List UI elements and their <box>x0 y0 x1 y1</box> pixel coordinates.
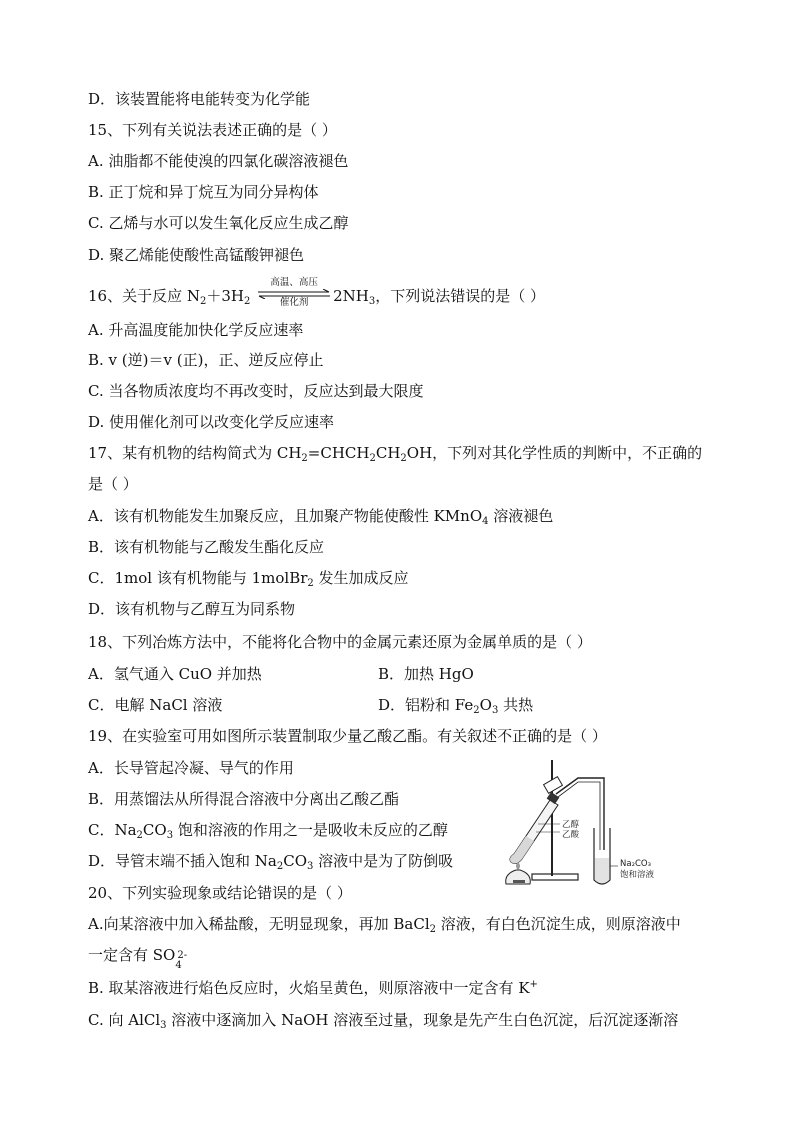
q20-option-c <box>88 1010 678 1030</box>
q17-stem-mid2: CH <box>375 444 401 462</box>
q16-stem-mid2: 2NH <box>333 287 369 305</box>
q17-option-a <box>88 506 553 526</box>
q19-option-c-suffix: 饱和溶液的作用之一是吸收未反应的乙醇 <box>173 821 448 839</box>
q17-option-c-suffix: 发生加成反应 <box>313 569 409 587</box>
q18-option-b: B．加热 HgO <box>378 665 474 683</box>
q20-option-a-suffix: 溶液，有白色沉淀生成，则原溶液中 <box>436 915 681 933</box>
q17-sub: 2 <box>307 578 314 589</box>
q18-option-d <box>378 695 533 715</box>
q20-option-b-text: B. 取某溶液进行焰色反应时，火焰呈黄色，则原溶液中一定含有 K <box>88 979 530 997</box>
q20-option-b <box>88 978 538 998</box>
q17-option-b: B．该有机物能与乙酸发生酯化反应 <box>88 538 325 556</box>
q19-option-b: B．用蒸馏法从所得混合溶液中分离出乙酸乙酯 <box>88 790 400 808</box>
q17-sub: 2 <box>400 453 407 464</box>
q19-sub: 2 <box>276 861 284 872</box>
q14-option-d: D．该装置能将电能转变为化学能 <box>88 90 311 108</box>
q16-stem <box>88 277 546 308</box>
q19-sub: 3 <box>307 861 314 872</box>
q17-sub: 2 <box>369 453 376 464</box>
q19-sub: 2 <box>136 830 143 841</box>
q15-option-b: B. 正丁烷和异丁烷互为同分异构体 <box>88 183 319 201</box>
q20-stem: 20、下列实验现象或结论错误的是（ ） <box>88 884 352 902</box>
q18-option-a: A．氢气通入 CuO 并加热 <box>88 665 262 683</box>
label-acetic-acid: 乙酸 <box>562 830 580 840</box>
q20-option-a-line1 <box>88 914 681 934</box>
q17-stem-mid: =CHCH <box>307 444 370 462</box>
q16-stem-suffix: ，下列说法错误的是（ ） <box>375 287 546 305</box>
q16-stem-prefix: 16、关于反应 N <box>88 287 200 305</box>
q17-sub: 4 <box>482 516 489 527</box>
q16-sub: 3 <box>368 296 376 307</box>
q15-stem: 15、下列有关说法表述正确的是（ ） <box>88 121 337 139</box>
q15-option-d: D. 聚乙烯能使酸性高锰酸钾褪色 <box>88 246 305 264</box>
q16-option-d: D. 使用催化剂可以改变化学反应速率 <box>88 413 335 431</box>
q18-option-d-text: D．铝粉和 Fe <box>378 696 474 714</box>
q19-option-a: A．长导管起冷凝、导气的作用 <box>88 759 294 777</box>
q16-sub: 2 <box>199 296 207 307</box>
q19-option-c-mid: CO <box>142 821 167 839</box>
q20-sub: 3 <box>160 1020 167 1031</box>
q19-option-c-text: C．Na <box>88 821 137 839</box>
q17-option-c <box>88 568 409 588</box>
q15-option-a: A. 油脂都不能使溴的四氯化碳溶液褪色 <box>88 152 349 170</box>
label-saturated-solution: 饱和溶液 <box>620 870 655 880</box>
q18-stem: 18、下列冶炼方法中，不能将化合物中的金属元素还原为金属单质的是（ ） <box>88 633 592 651</box>
q17-sub: 2 <box>301 453 308 464</box>
q16-stem-mid1: ＋3H <box>206 287 244 305</box>
arrow-condition-bottom: 催化剂 <box>279 297 309 308</box>
q19-option-d-suffix: 溶液中是为了防倒吸 <box>313 852 454 870</box>
q18-option-c: C．电解 NaCl 溶液 <box>88 696 223 714</box>
q20-option-a-line2: 一定含有 SO 4 2- <box>88 946 188 971</box>
ester-apparatus-figure <box>492 758 662 890</box>
q16-sub: 2 <box>243 296 251 307</box>
q17-stem-line2: 是（ ） <box>88 475 138 493</box>
q19-option-d <box>88 851 453 871</box>
q17-stem-prefix: 17、某有机物的结构简式为 CH <box>88 444 302 462</box>
q17-option-a-suffix: 溶液褪色 <box>488 507 554 525</box>
q19-option-c <box>88 820 448 840</box>
q18-sub: 3 <box>491 705 499 716</box>
q19-option-d-text: D．导管末端不插入饱和 Na <box>88 852 277 870</box>
q16-option-a: A. 升高温度能加快化学反应速率 <box>88 321 304 339</box>
q19-sub: 3 <box>166 830 174 841</box>
q18-option-d-suffix: 共热 <box>498 696 534 714</box>
arrow-condition-top: 高温、高压 <box>270 277 318 288</box>
q17-stem <box>88 443 702 463</box>
q18-option-d-mid: O <box>479 696 492 714</box>
q19-stem: 19、在实验室可用如图所示装置制取少量乙酸乙酯。有关叙述不正确的是（ ） <box>88 727 607 745</box>
q20-option-c-suffix: 溶液中逐滴加入 NaOH 溶液至过量，现象是先产生白色沉淀，后沉淀逐渐溶 <box>166 1011 679 1029</box>
q17-option-d: D．该有机物与乙醇互为同系物 <box>88 600 296 618</box>
label-na2co3: Na₂CO₃ <box>620 859 652 869</box>
q20-option-c-text: C. 向 AlCl <box>88 1011 161 1029</box>
q17-option-c-text: C．1mol 该有机物能与 1molBr <box>88 569 308 587</box>
q16-option-c: C. 当各物质浓度均不再改变时，反应达到最大限度 <box>88 382 424 400</box>
q18-sub: 2 <box>473 705 480 716</box>
q16-option-b: B. v (逆)＝v (正)，正、逆反应停止 <box>88 351 324 369</box>
q17-option-a-text: A．该有机物能发生加聚反应，且加聚产物能使酸性 KMnO <box>88 507 483 525</box>
equilibrium-arrow <box>257 277 331 308</box>
q20-sub: 2 <box>429 924 436 935</box>
q20-option-a-text: A.向某溶液中加入稀盐酸，无明显现象，再加 BaCl <box>88 915 430 933</box>
q19-option-d-mid: CO <box>283 852 308 870</box>
q17-stem-suffix: OH，下列对其化学性质的判断中，不正确的 <box>406 444 703 462</box>
label-ethanol: 乙醇 <box>562 820 580 830</box>
q20-sup: + <box>529 979 538 990</box>
q15-option-c: C. 乙烯与水可以发生氧化反应生成乙醇 <box>88 214 349 232</box>
q20-option-a-line2-text: 一定含有 SO <box>88 946 176 964</box>
